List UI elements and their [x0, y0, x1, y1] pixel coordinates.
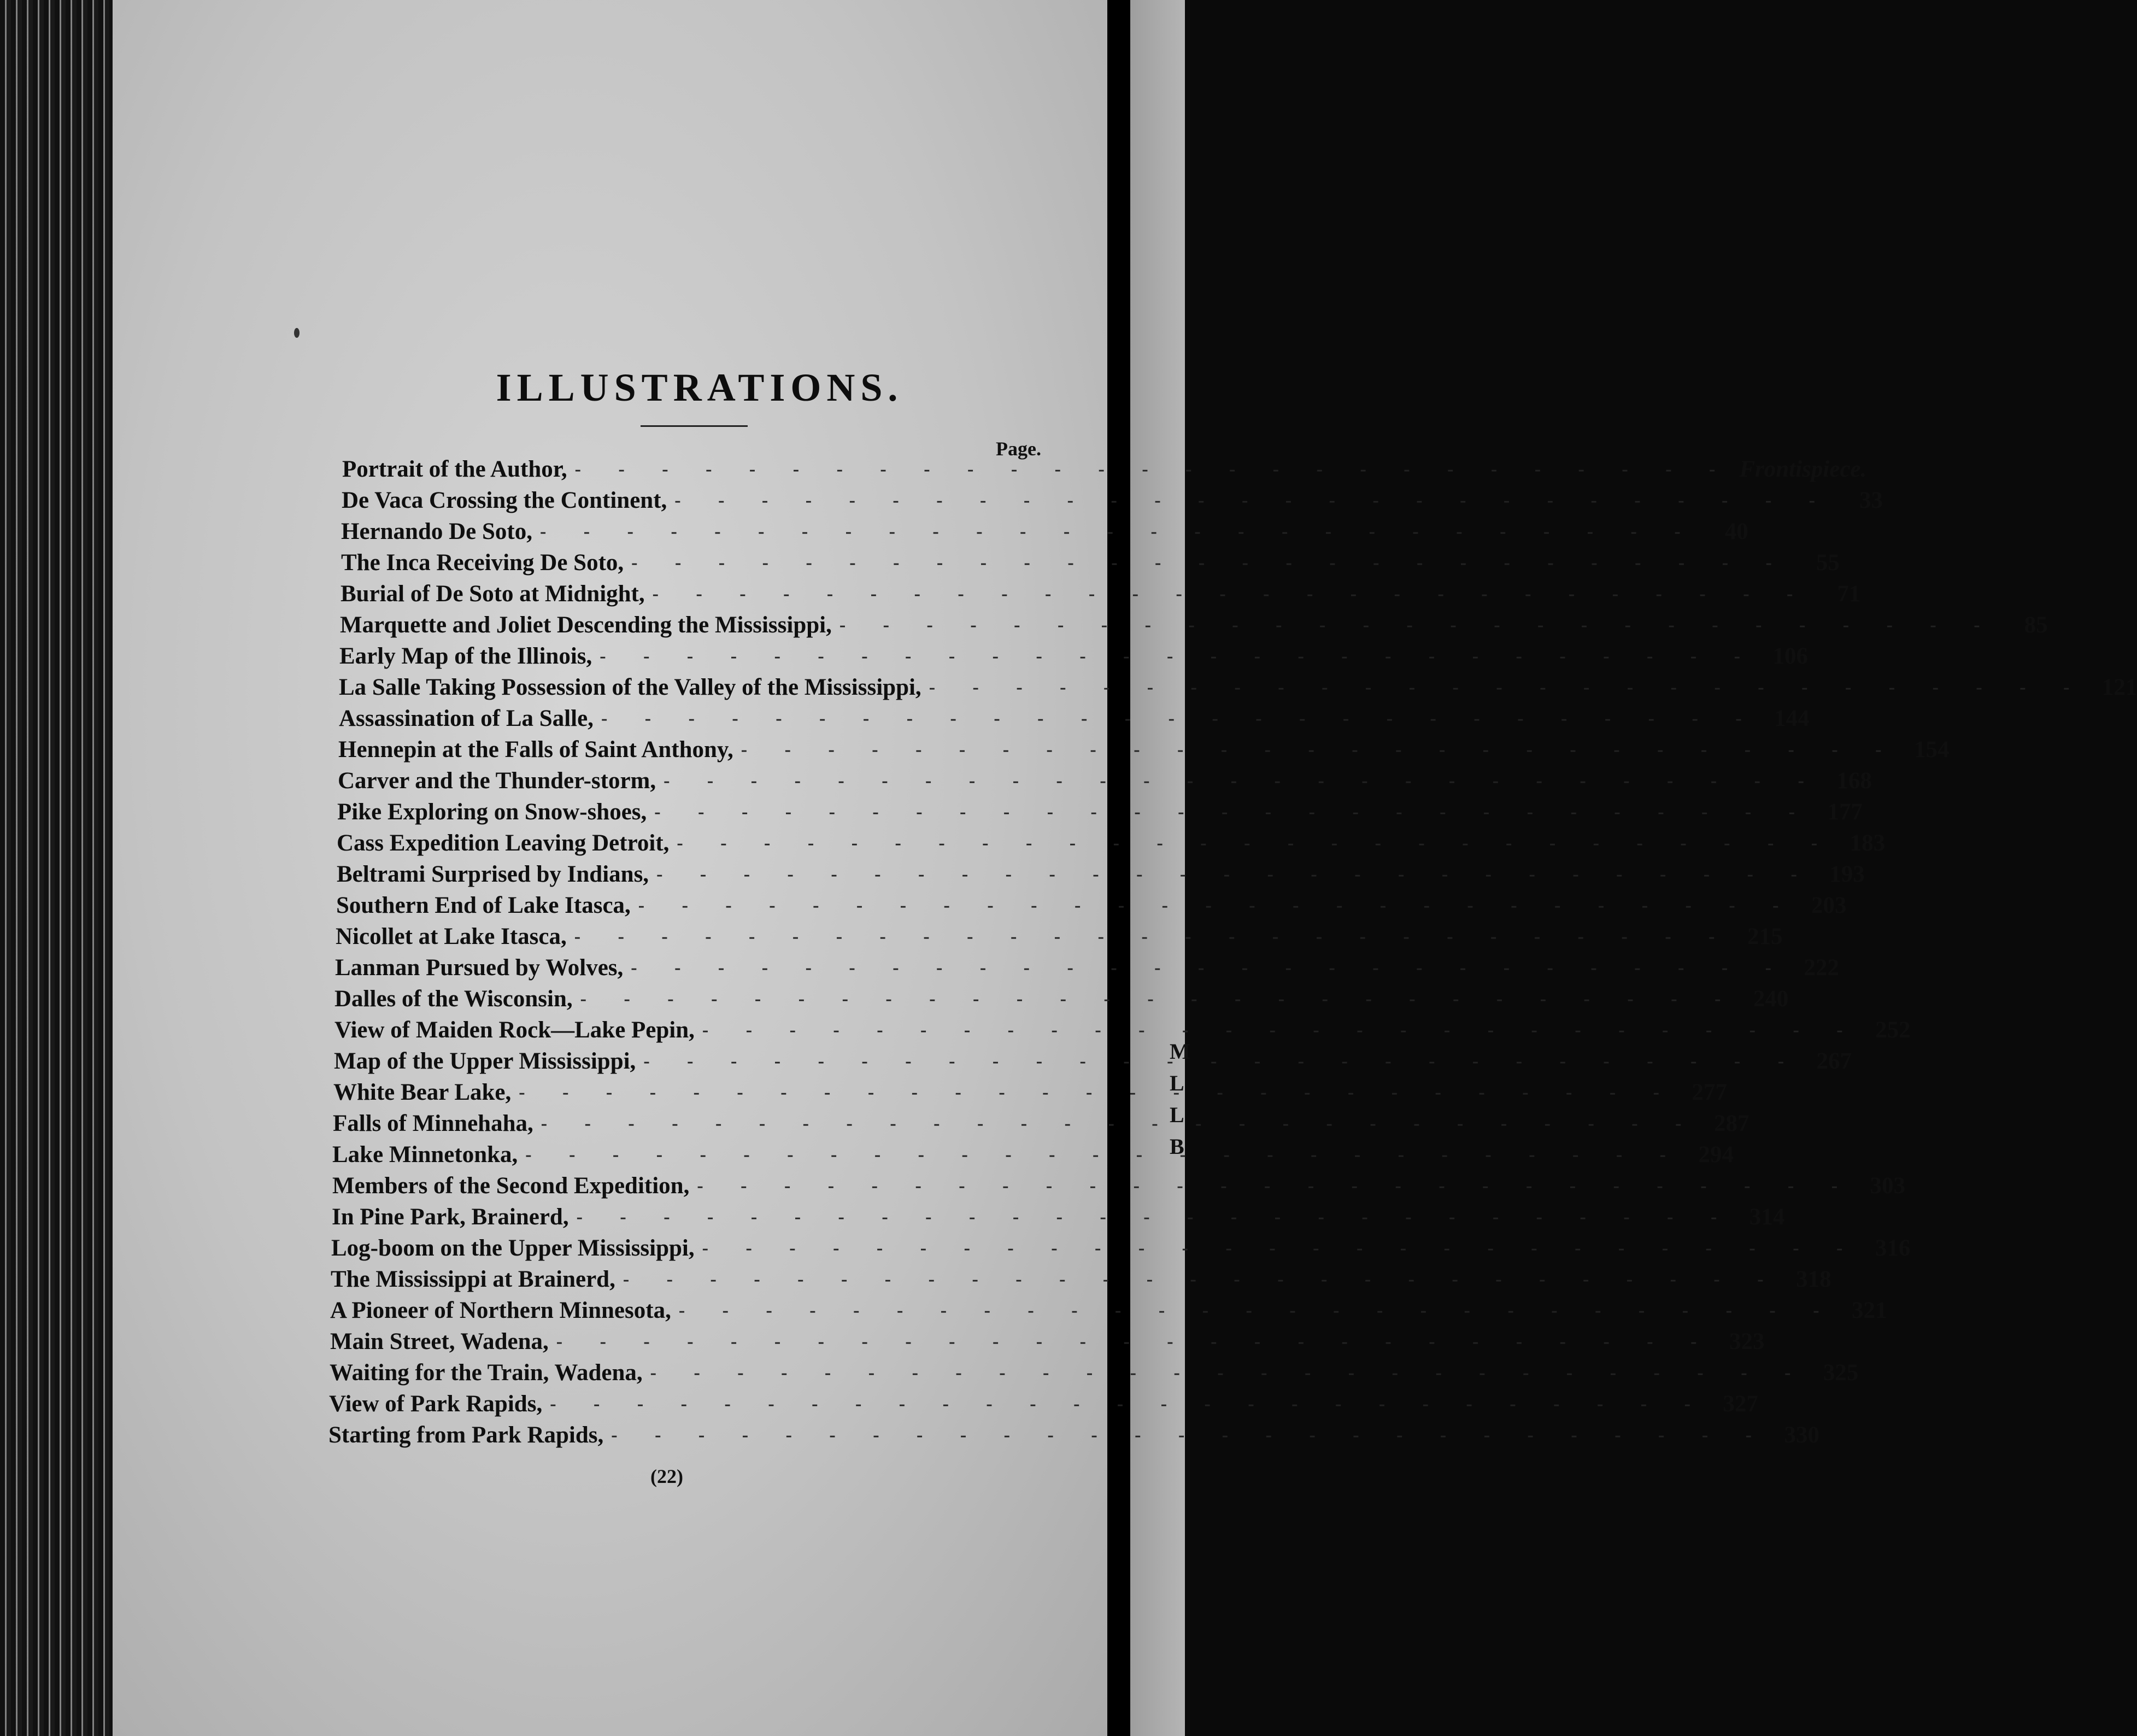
list-item: [333, 1077, 1727, 1108]
page-reference: 325: [1823, 1360, 1859, 1386]
facing-page-letter: L: [1170, 1102, 1184, 1127]
page-reference: 168: [1836, 768, 1872, 794]
list-item: [332, 1170, 1906, 1201]
list-item: [328, 1420, 1819, 1451]
dot-leader: [697, 1176, 1854, 1197]
list-item: [342, 485, 1883, 516]
dot-leader: [631, 958, 1788, 978]
illustration-title: De Vaca Crossing the Continent,: [342, 488, 667, 513]
page-reference: 40: [1724, 519, 1748, 544]
page-reference: 252: [1875, 1017, 1911, 1043]
illustration-title: Main Street, Wadena,: [330, 1329, 549, 1354]
illustration-title: Members of the Second Expedition,: [332, 1173, 690, 1199]
dot-leader: [702, 1238, 1859, 1259]
page-reference: 222: [1804, 955, 1839, 981]
list-item: [337, 828, 1886, 859]
dot-leader: [839, 615, 1997, 636]
page-reference: 55: [1816, 550, 1840, 576]
page-reference: 303: [1870, 1173, 1906, 1199]
list-item: [339, 703, 1810, 734]
dot-leader: [577, 1207, 1734, 1228]
list-item: [341, 516, 1748, 547]
page-reference: 330: [1784, 1422, 1819, 1448]
illustration-title: White Bear Lake,: [333, 1080, 512, 1105]
list-item: [337, 796, 1863, 828]
list-item: [334, 1046, 1852, 1077]
dot-leader: [653, 584, 1810, 605]
page-reference: 71: [1837, 581, 1861, 607]
illustration-title: Hernando De Soto,: [341, 519, 532, 544]
page-reference: 287: [1713, 1111, 1749, 1136]
list-item: [331, 1264, 1831, 1295]
ink-smudge: [294, 328, 300, 338]
dot-leader: [574, 926, 1731, 947]
dot-leader: [741, 740, 1898, 760]
illustration-title: Carver and the Thunder-storm,: [338, 768, 656, 794]
illustration-title: Beltrami Surprised by Indians,: [337, 861, 649, 887]
dot-leader: [677, 833, 1834, 854]
dot-leader: [540, 521, 1697, 542]
list-item: [338, 734, 1950, 765]
list-item: [334, 983, 1789, 1014]
dot-leader: [541, 1113, 1698, 1134]
illustration-title: Nicollet at Lake Itasca,: [336, 924, 567, 949]
list-item: [342, 454, 1867, 485]
list-item: [339, 672, 2137, 703]
dot-leader: [654, 802, 1811, 823]
illustration-title: Portrait of the Author,: [342, 456, 567, 482]
page-reference: 177: [1827, 799, 1863, 825]
list-item: [341, 547, 1840, 578]
illustration-title: Burial of De Soto at Midnight,: [340, 581, 645, 607]
list-item: [337, 859, 1865, 890]
illustration-title: Hennepin at the Falls of Saint Anthony,: [338, 737, 733, 763]
page-reference: 215: [1747, 924, 1783, 949]
page-reference: 321: [1852, 1298, 1887, 1323]
dot-leader: [580, 989, 1737, 1010]
dot-leader: [550, 1394, 1707, 1415]
list-item: [333, 1108, 1749, 1139]
dot-leader: [525, 1145, 1682, 1165]
list-item: [340, 609, 2048, 641]
illustration-title: La Salle Taking Possession of the Valley of the Mississippi,: [339, 675, 921, 700]
page-reference: Frontispiece.: [1739, 456, 1867, 482]
page-reference: 318: [1796, 1266, 1831, 1292]
page-reference: 33: [1859, 488, 1883, 513]
page-column-label: Page.: [996, 438, 1041, 460]
illustration-title: A Pioneer of Northern Minnesota,: [330, 1298, 671, 1323]
page-number: (22): [650, 1465, 683, 1487]
dot-leader: [601, 708, 1758, 729]
illustration-title: Log-boom on the Upper Mississippi,: [331, 1235, 695, 1261]
illustration-title: The Mississippi at Brainerd,: [331, 1266, 615, 1292]
illustration-title: Early Map of the Illinois,: [339, 643, 592, 669]
page-reference: 85: [2024, 612, 2048, 638]
page-reference: 316: [1875, 1235, 1911, 1261]
title-rule: [641, 425, 748, 427]
illustration-title: Falls of Minnehaha,: [333, 1111, 533, 1136]
list-item: [331, 1233, 1911, 1264]
illustration-title: Marquette and Joliet Descending the Mississippi,: [340, 612, 832, 638]
list-item: [338, 765, 1872, 796]
dot-leader: [638, 895, 1795, 916]
list-item: [334, 1014, 1911, 1046]
illustration-title: Lake Minnetonka,: [332, 1142, 518, 1168]
page-reference: 267: [1816, 1048, 1852, 1074]
illustration-title: View of Maiden Rock—Lake Pepin,: [334, 1017, 695, 1043]
dot-leader: [600, 646, 1757, 667]
dot-leader: [623, 1269, 1780, 1290]
illustrations-list: [328, 454, 2137, 1451]
facing-page-letter: M: [1170, 1039, 1190, 1064]
dot-leader: [656, 864, 1813, 885]
list-item: [336, 921, 1783, 952]
dot-leader: [650, 1363, 1807, 1383]
page-reference: 277: [1692, 1080, 1727, 1105]
list-item: [330, 1326, 1765, 1357]
list-item: [332, 1201, 1785, 1233]
illustration-title: Map of the Upper Mississippi,: [334, 1048, 636, 1074]
illustration-title: Pike Exploring on Snow-shoes,: [337, 799, 647, 825]
illustration-title: Cass Expedition Leaving Detroit,: [337, 830, 670, 856]
page-reference: 240: [1753, 986, 1789, 1012]
illustration-title: Lanman Pursued by Wolves,: [335, 955, 624, 981]
dot-leader: [556, 1332, 1713, 1352]
illustration-title: Waiting for the Train, Wadena,: [330, 1360, 643, 1386]
facing-page-letter: B: [1170, 1134, 1184, 1159]
illustration-title: Dalles of the Wisconsin,: [334, 986, 573, 1012]
dot-leader: [664, 771, 1821, 791]
illustration-title: In Pine Park, Brainerd,: [332, 1204, 569, 1230]
list-item: [330, 1295, 1887, 1326]
facing-page-letter: L: [1170, 1071, 1184, 1095]
dot-leader: [611, 1425, 1768, 1446]
page-title: ILLUSTRATIONS.: [496, 366, 903, 410]
illustration-title: View of Park Rapids,: [329, 1391, 543, 1417]
illustration-title: Assassination of La Salle,: [339, 706, 594, 731]
page-reference: 193: [1829, 861, 1865, 887]
dot-leader: [929, 677, 2086, 698]
page-reference: 314: [1749, 1204, 1785, 1230]
illustration-title: Southern End of Lake Itasca,: [336, 893, 631, 918]
page-reference: 154: [1914, 737, 1950, 763]
page-reference: 121: [2101, 675, 2137, 700]
dot-leader: [679, 1300, 1836, 1321]
dot-leader: [643, 1051, 1800, 1072]
list-item: [336, 890, 1847, 921]
list-item: [332, 1139, 1734, 1170]
page-reference: 144: [1774, 706, 1810, 731]
page-reference: 203: [1811, 893, 1847, 918]
list-item: [340, 578, 1861, 609]
illustration-title: Starting from Park Rapids,: [328, 1422, 604, 1448]
page-reference: 294: [1698, 1142, 1734, 1168]
book-binding: [0, 0, 115, 1736]
dot-leader: [631, 553, 1788, 573]
page-reference: 183: [1850, 830, 1886, 856]
list-item: [339, 641, 1808, 672]
list-item: [335, 952, 1839, 983]
illustration-title: The Inca Receiving De Soto,: [341, 550, 624, 576]
dot-leader: [674, 490, 1831, 511]
dot-leader: [702, 1020, 1859, 1041]
dot-leader: [519, 1082, 1676, 1103]
page-reference: 323: [1729, 1329, 1765, 1354]
page-reference: 327: [1723, 1391, 1758, 1417]
list-item: [330, 1357, 1859, 1388]
list-item: [329, 1388, 1758, 1420]
dot-leader: [575, 459, 1732, 480]
page-reference: 106: [1772, 643, 1808, 669]
